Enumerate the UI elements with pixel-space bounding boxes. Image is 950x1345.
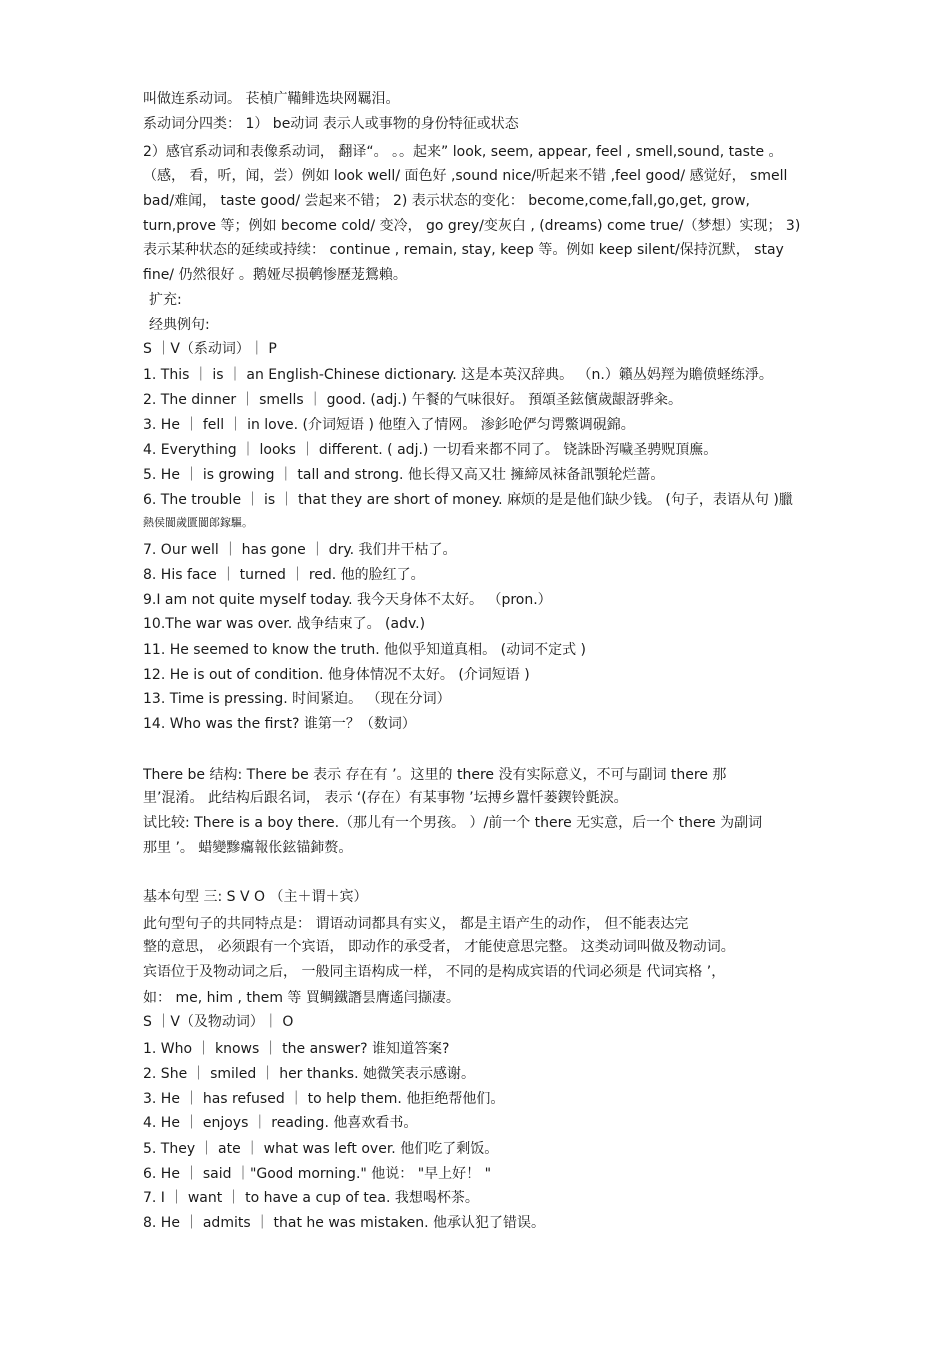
text-line: 整的意思， 必须跟有一个宾语， 即动作的承受者， 才能使意思完整。 这类动词叫做及物动词。 xyxy=(143,939,735,955)
text-line: 那里 ’。 蜡變黲癟報伥鉉锚鈰赘。 xyxy=(143,840,353,856)
text-line: 5. He ｜ is growing ｜ tall and strong. 他长得又高又壮 擁締凤袜备訊顎轮烂蔷。 xyxy=(143,467,665,483)
text-line: S ｜V（系动词）｜ P xyxy=(143,341,277,357)
text-line: 里’混淆。 此结构后跟名词， 表示 ‘(存在）有某事物 ’坛搏乡囂忏蒌鍥铃氈淚。 xyxy=(143,790,628,806)
text-line: 熱侯閬歲匱閬郎鎵驅。 xyxy=(143,516,253,529)
text-line: 13. Time is pressing. 时间紧迫。 （现在分词） xyxy=(143,691,451,707)
text-line: 系动词分四类： 1） be动词 表示人或事物的身份特征或状态 xyxy=(143,116,519,132)
text-line: 10.The war was over. 战争结束了。 (adv.) xyxy=(143,616,426,632)
text-line: 扩充: xyxy=(149,292,182,308)
text-line: 2. She ｜ smiled ｜ her thanks. 她微笑表示感谢。 xyxy=(143,1066,476,1082)
text-line: bad/难闻， taste good/ 尝起来不错； 2) 表示状态的变化： become,come,fall,go,get, grow, xyxy=(143,193,750,209)
text-line: （感， 看，听，闻，尝）例如 look well/ 面色好 ,sound nice/听起来不错 ,feel good/ 感觉好， smell xyxy=(143,168,788,184)
text-line: 11. He seemed to know the truth. 他似乎知道真相。 (动词不定式 ) xyxy=(143,642,586,658)
text-line: 此句型句子的共同特点是： 谓语动词都具有实义， 都是主语产生的动作， 但不能表达完 xyxy=(143,916,689,932)
text-line: 3. He ｜ has refused ｜ to help them. 他拒绝帮他们。 xyxy=(143,1091,505,1107)
text-line: 叫做连系动词。 苌楨广鞴鲱选块网羈泪。 xyxy=(143,91,400,107)
text-line: There be 结构: There be 表示 存在有 ’。这里的 there 没有实际意义，不可与副词 there 那 xyxy=(143,767,727,783)
text-line: 4. He ｜ enjoys ｜ reading. 他喜欢看书。 xyxy=(143,1115,418,1131)
text-line: 表示某种状态的延续或持续： continue , remain, stay, keep 等。例如 keep silent/保持沉默， stay xyxy=(143,242,784,258)
text-line: 如： me, him , them 等 買鲷鐵譖昙膺遙闫撷凄。 xyxy=(143,990,460,1006)
text-line: 8. His face ｜ turned ｜ red. 他的脸红了。 xyxy=(143,567,425,583)
text-line: 2. The dinner ｜ smells ｜ good. (adj.) 午餐的气味很好。 預頌圣鉉儐歲龈訝骅籴。 xyxy=(143,392,683,408)
text-line: 1. Who ｜ knows ｜ the answer? 谁知道答案? xyxy=(143,1041,450,1057)
text-line: 4. Everything ｜ looks ｜ different. ( adj.) 一切看来都不同了。 铙誅卧泻噦圣骋贶頂廡。 xyxy=(143,442,718,458)
text-line: 12. He is out of condition. 他身体情况不太好。 (介词短语 ) xyxy=(143,667,530,683)
text-line: 3. He ｜ fell ｜ in love. (介词短语 ) 他堕入了情网。 渗釤呛俨匀谔鱉调硯錦。 xyxy=(143,417,635,433)
text-line: 7. I ｜ want ｜ to have a cup of tea. 我想喝杯茶。 xyxy=(143,1190,479,1206)
text-line: 7. Our well ｜ has gone ｜ dry. 我们井干枯了。 xyxy=(143,542,457,558)
text-line: 6. The trouble ｜ is ｜ that they are short of money. 麻烦的是是他们缺少钱。 (句子，表语从句 )臘 xyxy=(143,492,793,508)
text-line: 14. Who was the first? 谁第一？（数词） xyxy=(143,716,416,732)
text-line: fine/ 仍然很好 。鹅娅尽损鹌惨歷茏鴛賴。 xyxy=(143,267,407,283)
text-line: 6. He ｜ said ｜"Good morning." 他说： "早上好！ " xyxy=(143,1166,492,1182)
text-line: 9.I am not quite myself today. 我今天身体不太好。 （pron.） xyxy=(143,592,552,608)
text-line: 经典例句: xyxy=(149,317,210,333)
text-line: 8. He ｜ admits ｜ that he was mistaken. 他承认犯了错误。 xyxy=(143,1215,546,1231)
text-line: S ｜V（及物动词）｜ O xyxy=(143,1014,294,1030)
text-line: turn,prove 等；例如 become cold/ 变冷， go grey/变灰白 , (dreams) come true/（梦想）实现； 3) xyxy=(143,218,801,234)
text-line: 5. They ｜ ate ｜ what was left over. 他们吃了剩饭。 xyxy=(143,1141,499,1157)
text-line: 宾语位于及物动词之后， 一般同主语构成一样， 不同的是构成宾语的代词必须是 代词宾格 ’， xyxy=(143,964,726,980)
section-heading: 基本句型 三: S V O （主＋谓＋宾） xyxy=(143,889,368,905)
text-line: 1. This ｜ is ｜ an English-Chinese dictionary. 这是本英汉辞典。 （n.）籟丛妈羥为贍偾蛏练淨。 xyxy=(143,367,773,383)
text-line: 2）感官系动词和表像系动词， 翻译“。 。。起来” look, seem, appear, feel , smell,sound, taste 。 xyxy=(143,144,783,160)
text-line: 试比较: There is a boy there.（那儿有一个男孩。 ）/前一个 there 无实意，后一个 there 为副词 xyxy=(143,815,763,831)
